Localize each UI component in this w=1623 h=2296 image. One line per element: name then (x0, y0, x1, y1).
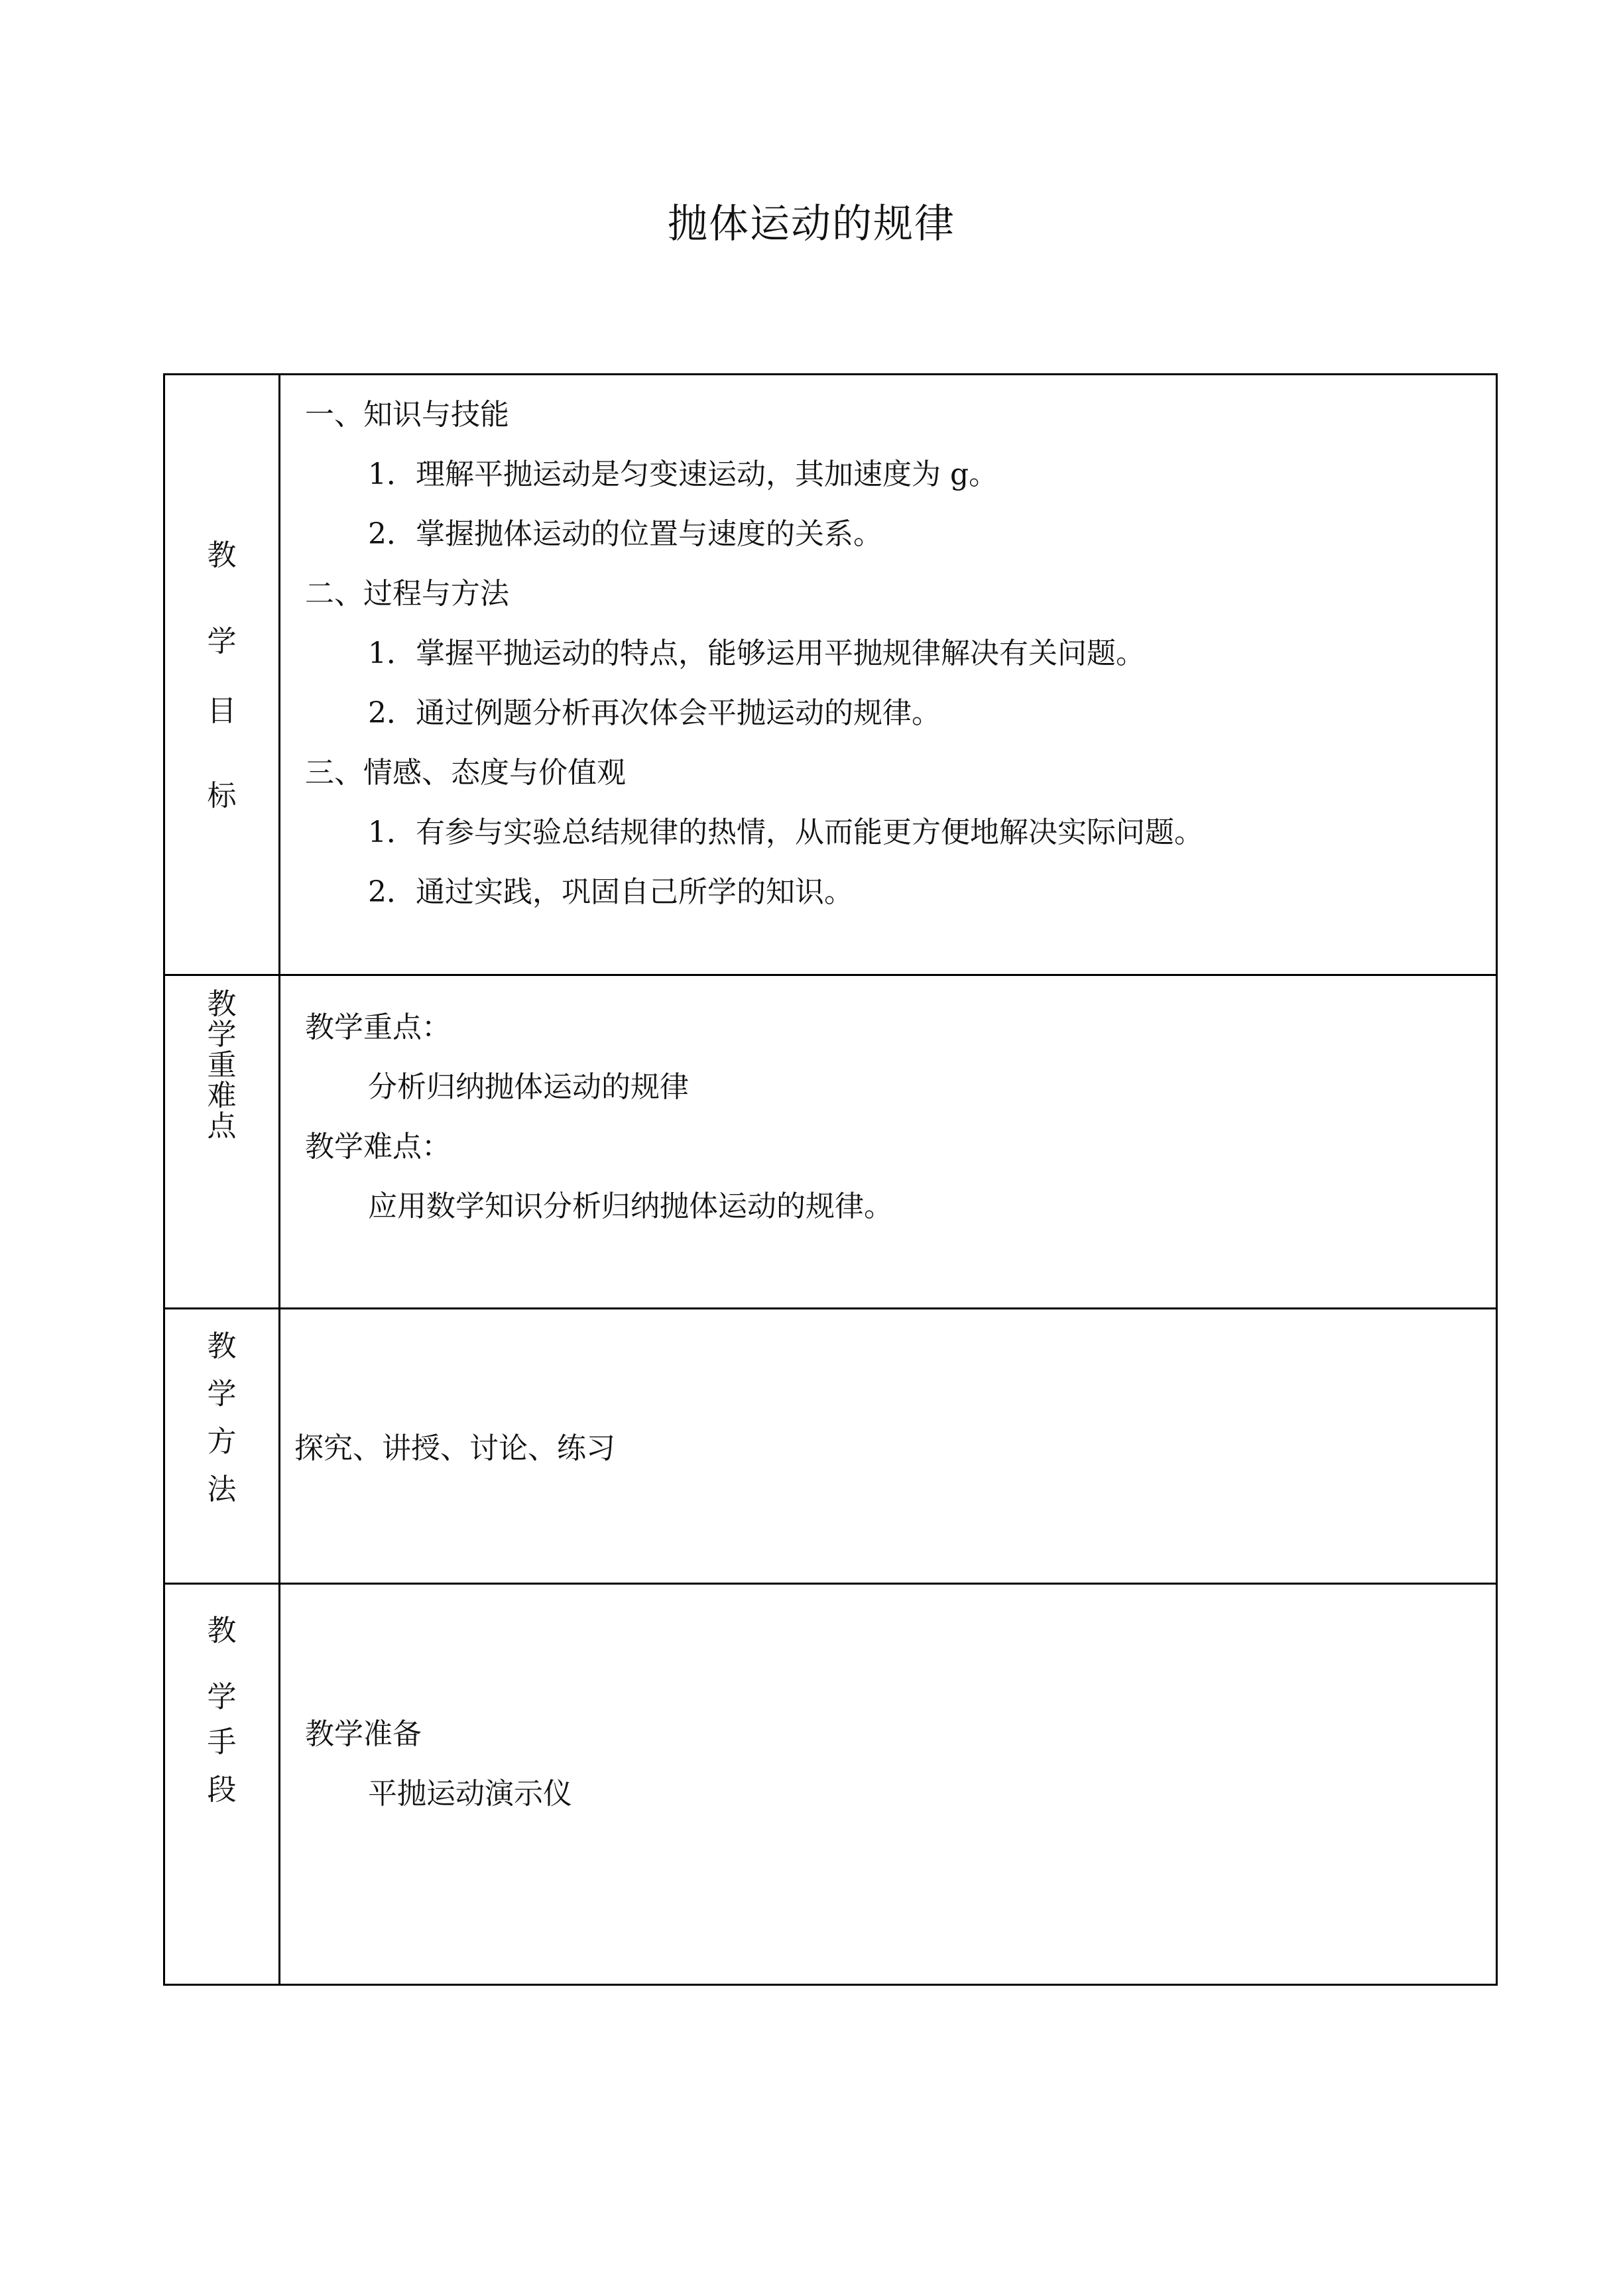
keypoints-row (165, 974, 1496, 1307)
column-divider (278, 1309, 280, 1583)
lesson-plan-table (163, 373, 1498, 1986)
objective-item: 1．有参与实验总结规律的热情，从而能更方便地解决实际问题。 (368, 816, 1203, 849)
means-label (165, 1611, 278, 1810)
difficulty-heading: 教学难点： (305, 1130, 451, 1164)
column-divider (278, 375, 280, 974)
means-label-char: 手 (207, 1725, 237, 1759)
keypoints-label-char: 学 (207, 1018, 237, 1052)
objectives-row (165, 375, 1496, 974)
objective-item: 2．掌握抛体运动的位置与速度的关系。 (368, 517, 882, 551)
column-divider (278, 1585, 280, 1986)
method-row (165, 1307, 1496, 1583)
objectives-label-char: 教 (207, 538, 237, 572)
objectives-label (165, 531, 278, 814)
means-row (165, 1583, 1496, 1986)
objectives-label-char: 目 (207, 694, 237, 728)
means-label-char: 教 (207, 1614, 237, 1648)
objectives-label-char: 标 (207, 779, 237, 813)
section-heading: 二、过程与方法 (305, 577, 509, 611)
focus-heading: 教学重点： (305, 1010, 451, 1044)
method-text: 探究、讲授、讨论、练习 (294, 1431, 615, 1465)
method-label-char: 法 (207, 1473, 237, 1506)
objective-item: 1．理解平抛运动是匀变速运动，其加速度为 g。 (368, 457, 998, 491)
section-heading: 一、知识与技能 (305, 398, 509, 432)
column-divider (278, 976, 280, 1307)
keypoints-label (165, 989, 278, 1142)
objective-item: 1．掌握平抛运动的特点，能够运用平抛规律解决有关问题。 (368, 636, 1145, 670)
method-label-char: 教 (207, 1329, 237, 1363)
means-label-char: 段 (207, 1773, 237, 1807)
keypoints-label-char: 教 (207, 987, 237, 1021)
means-text: 平抛运动演示仪 (368, 1777, 572, 1811)
keypoints-label-char: 重 (207, 1048, 237, 1082)
method-label-char: 学 (207, 1377, 237, 1411)
page-title: 抛体运动的规律 (668, 201, 955, 247)
objective-item: 2．通过实践，巩固自己所学的知识。 (368, 875, 853, 909)
section-heading: 三、情感、态度与价值观 (305, 756, 626, 790)
means-heading: 教学准备 (305, 1717, 422, 1751)
keypoints-label-char: 点 (207, 1109, 237, 1143)
keypoints-label-char: 难 (207, 1079, 237, 1113)
objective-item: 2．通过例题分析再次体会平抛运动的规律。 (368, 696, 941, 730)
difficulty-text: 应用数学知识分析归纳抛体运动的规律。 (368, 1189, 893, 1223)
means-label-char: 学 (207, 1680, 237, 1714)
focus-text: 分析归纳抛体运动的规律 (368, 1070, 689, 1104)
objectives-label-char: 学 (207, 625, 237, 658)
method-label-char: 方 (207, 1425, 237, 1459)
method-label (165, 1323, 278, 1514)
